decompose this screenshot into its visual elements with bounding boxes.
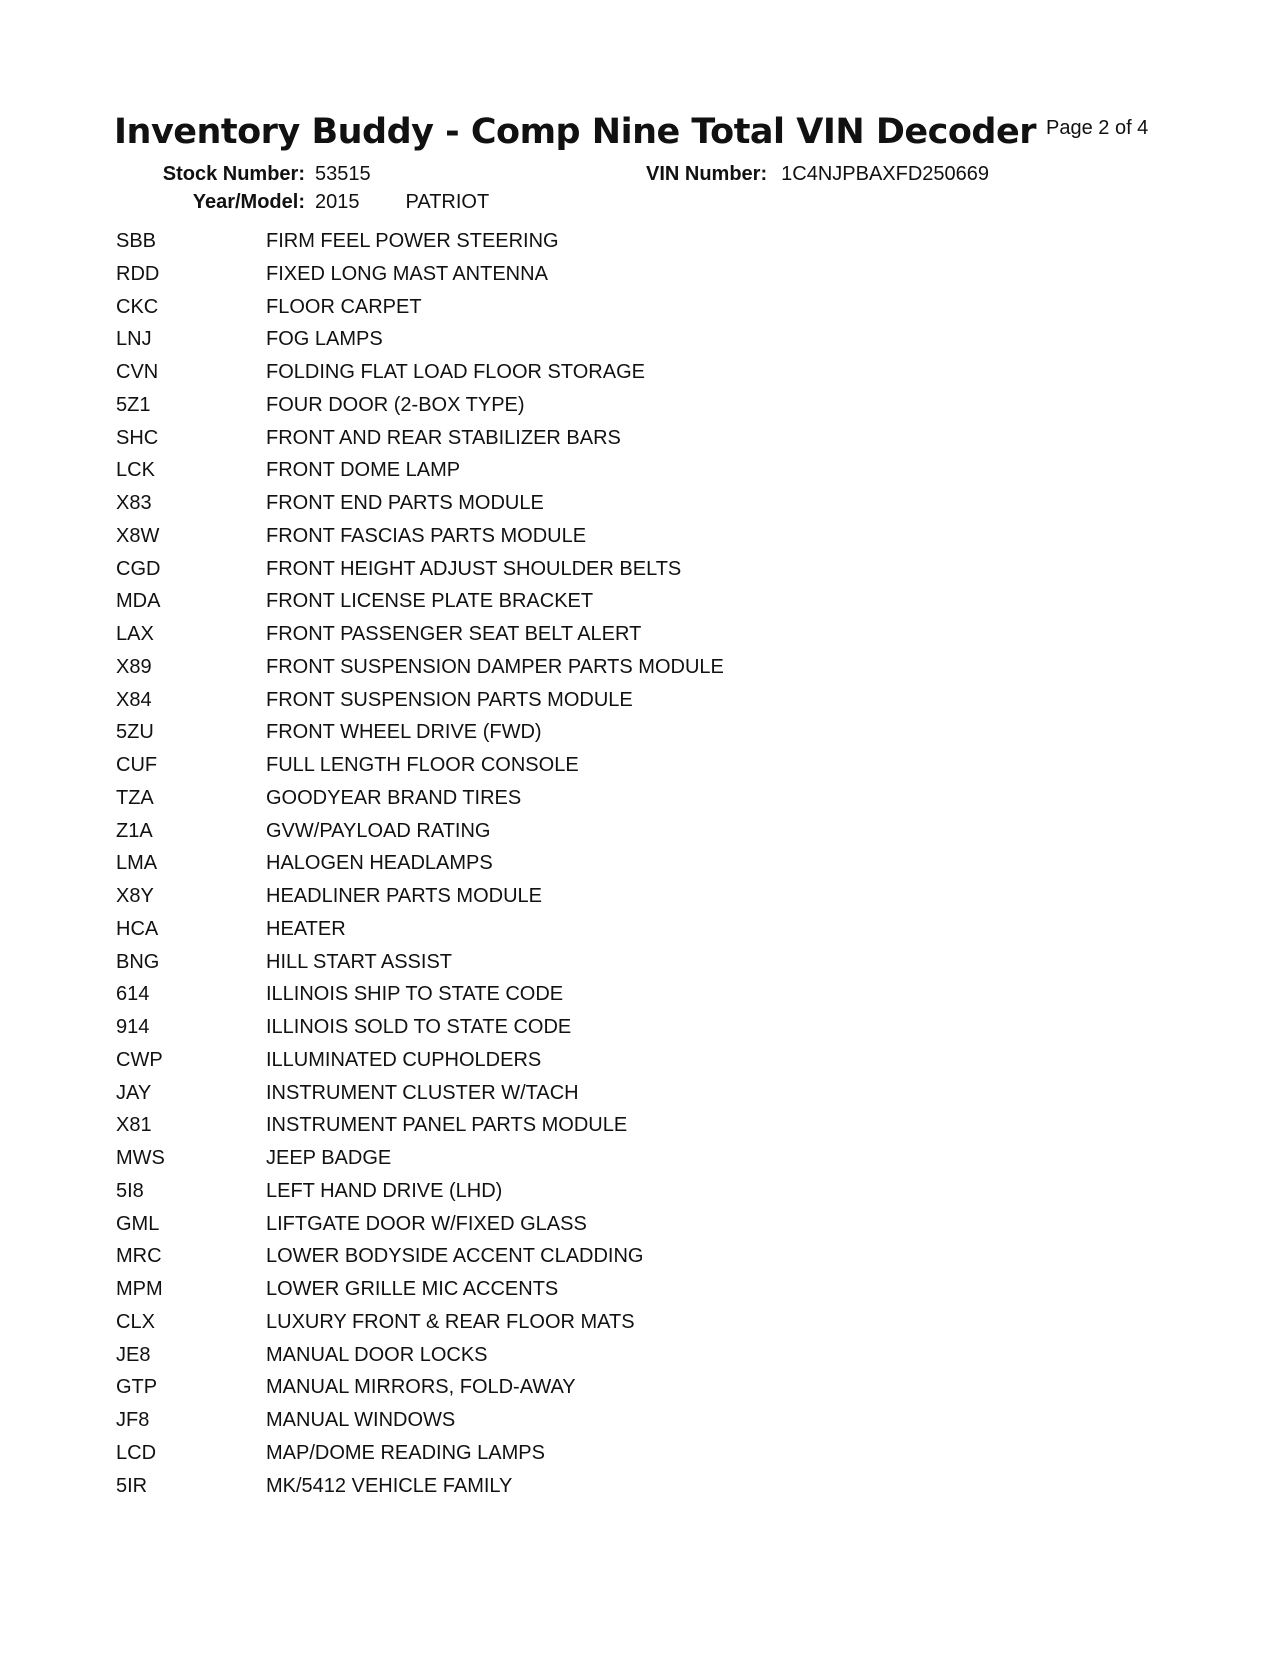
option-description: FULL LENGTH FLOOR CONSOLE <box>266 754 579 776</box>
option-code: SBB <box>116 230 157 252</box>
year-model-label: Year/Model: <box>192 191 305 213</box>
option-description: LUXURY FRONT & REAR FLOOR MATS <box>266 1310 635 1333</box>
option-code: SHC <box>116 426 159 449</box>
option-description: FRONT LICENSE PLATE BRACKET <box>266 590 594 613</box>
option-code: 614 <box>116 983 150 1006</box>
option-code: X81 <box>116 1114 152 1137</box>
option-description: JEEP BADGE <box>266 1147 392 1169</box>
option-code: X8Y <box>116 885 154 907</box>
option-code: GTP <box>116 1376 158 1399</box>
option-description: MK/5412 VEHICLE FAMILY <box>266 1474 513 1497</box>
option-description: MANUAL MIRRORS, FOLD-AWAY <box>266 1376 576 1399</box>
option-code: CUF <box>116 754 158 776</box>
option-description: FRONT DOME LAMP <box>266 459 461 482</box>
option-description: MAP/DOME READING LAMPS <box>266 1441 545 1464</box>
option-code: MWS <box>116 1147 165 1169</box>
option-code: GML <box>116 1212 160 1235</box>
option-description: MANUAL DOOR LOCKS <box>266 1343 488 1366</box>
year-model-field <box>155 191 489 214</box>
option-code: X83 <box>116 492 152 514</box>
vin-number-field <box>646 163 989 186</box>
option-description: ILLINOIS SOLD TO STATE CODE <box>266 1016 572 1038</box>
option-description: FRONT END PARTS MODULE <box>266 492 544 514</box>
option-description: INSTRUMENT CLUSTER W/TACH <box>266 1081 579 1104</box>
option-description: ILLUMINATED CUPHOLDERS <box>266 1048 542 1071</box>
option-code: Z1A <box>116 819 153 842</box>
option-description: LEFT HAND DRIVE (LHD) <box>266 1179 503 1202</box>
option-description: FRONT WHEEL DRIVE (FWD) <box>266 721 542 744</box>
option-description: HILL START ASSIST <box>266 950 452 973</box>
option-code: 5ZU <box>116 721 154 744</box>
option-description: MANUAL WINDOWS <box>266 1409 456 1431</box>
option-code: JE8 <box>116 1343 151 1366</box>
option-code: 5IR <box>116 1474 148 1497</box>
option-code: MPM <box>116 1278 163 1300</box>
option-description: LIFTGATE DOOR W/FIXED GLASS <box>266 1212 587 1235</box>
option-code: MRC <box>116 1245 162 1268</box>
option-description: GVW/PAYLOAD RATING <box>266 819 491 842</box>
option-code: LAX <box>116 623 154 645</box>
option-description: FRONT PASSENGER SEAT BELT ALERT <box>266 623 642 645</box>
vin-number-label: VIN Number: <box>646 163 768 185</box>
option-description: FOLDING FLAT LOAD FLOOR STORAGE <box>266 361 645 383</box>
option-description: FRONT SUSPENSION PARTS MODULE <box>266 688 633 711</box>
option-code: CKC <box>116 295 159 318</box>
option-description: ILLINOIS SHIP TO STATE CODE <box>266 983 564 1006</box>
option-code: X89 <box>116 655 152 678</box>
stock-number-value: 53515 <box>315 163 371 185</box>
year-value: 2015 <box>315 191 360 213</box>
option-code: RDD <box>116 262 160 285</box>
option-code: MDA <box>116 590 161 613</box>
option-description: GOODYEAR BRAND TIRES <box>266 786 522 809</box>
option-code: HCA <box>116 917 159 940</box>
option-description: HALOGEN HEADLAMPS <box>266 852 493 875</box>
option-code: JAY <box>116 1081 152 1104</box>
document-title: Inventory Buddy - Comp Nine Total VIN Decoder <box>114 112 1036 152</box>
option-description: LOWER GRILLE MIC ACCENTS <box>266 1278 559 1300</box>
stock-number-field <box>155 163 371 186</box>
option-description: HEATER <box>266 917 346 940</box>
option-description: INSTRUMENT PANEL PARTS MODULE <box>266 1114 628 1137</box>
option-code: CGD <box>116 557 161 580</box>
option-code: X84 <box>116 688 152 711</box>
option-description: FOUR DOOR (2-BOX TYPE) <box>266 393 525 416</box>
option-description: FRONT FASCIAS PARTS MODULE <box>266 524 587 547</box>
vin-number-value: 1C4NJPBAXFD250669 <box>781 163 990 185</box>
option-code: X8W <box>116 524 160 547</box>
option-code: CVN <box>116 361 159 383</box>
option-code: LCK <box>116 459 155 482</box>
option-code: LCD <box>116 1441 157 1464</box>
option-code: JF8 <box>116 1409 150 1431</box>
option-description: FRONT SUSPENSION DAMPER PARTS MODULE <box>266 655 724 678</box>
option-code: TZA <box>116 786 154 809</box>
option-description: FIXED LONG MAST ANTENNA <box>266 262 548 285</box>
option-code: 5I8 <box>116 1179 144 1202</box>
option-description: FRONT AND REAR STABILIZER BARS <box>266 426 621 449</box>
model-value: PATRIOT <box>405 191 490 213</box>
stock-number-label: Stock Number: <box>162 163 305 185</box>
option-description: FLOOR CARPET <box>266 295 422 318</box>
option-code: BNG <box>116 950 160 973</box>
option-code: 5Z1 <box>116 393 151 416</box>
option-code: CLX <box>116 1310 155 1333</box>
option-description: FIRM FEEL POWER STEERING <box>266 230 559 252</box>
option-description: HEADLINER PARTS MODULE <box>266 885 542 907</box>
option-description: FRONT HEIGHT ADJUST SHOULDER BELTS <box>266 557 682 580</box>
option-code: 914 <box>116 1016 150 1038</box>
option-code: LMA <box>116 852 158 875</box>
page-indicator: Page 2 of 4 <box>1046 117 1149 139</box>
option-description: FOG LAMPS <box>266 328 383 351</box>
option-code: LNJ <box>116 328 152 351</box>
option-description: LOWER BODYSIDE ACCENT CLADDING <box>266 1245 644 1268</box>
option-code: CWP <box>116 1048 163 1071</box>
